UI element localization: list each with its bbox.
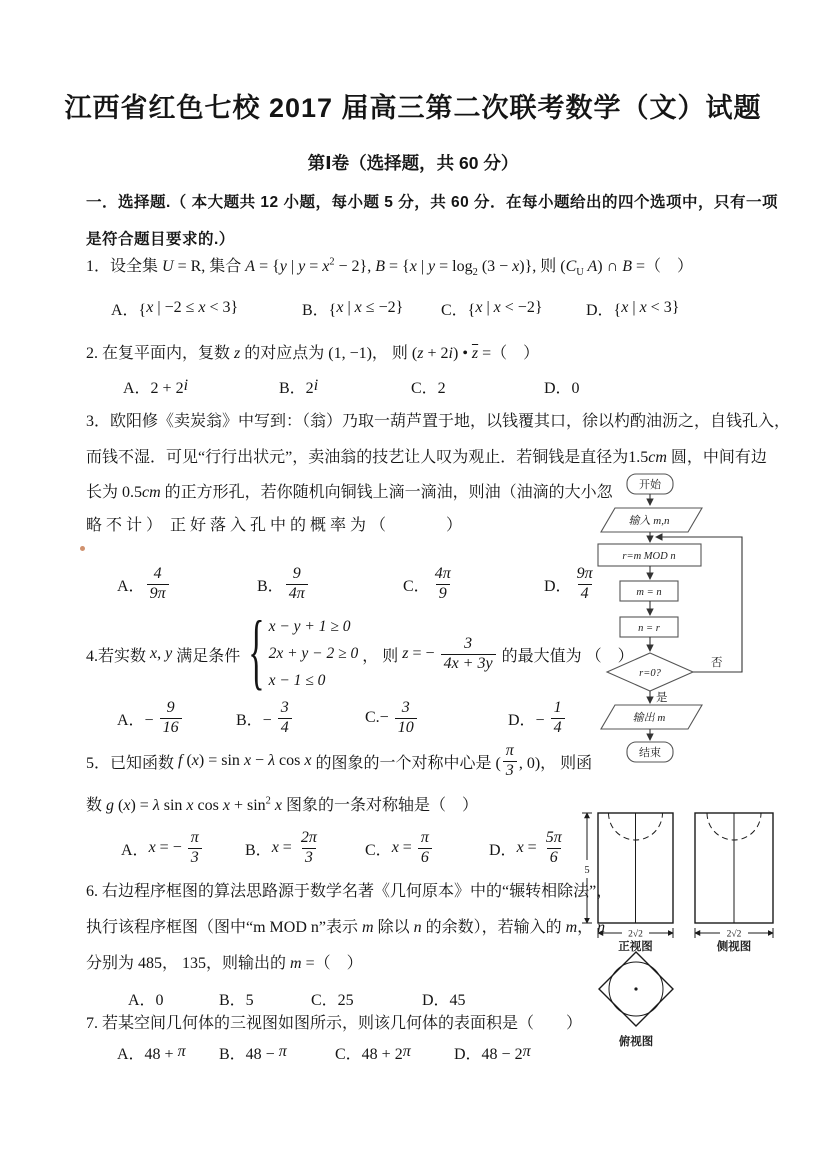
q4-option-a: A．− $\frac{9}{16}$ — [117, 694, 184, 742]
side-view — [695, 813, 773, 953]
q1-option-b: B．{ x | x ≤ −2} — [302, 299, 404, 319]
q5-option-a: A． x = − $\frac{\pi}{3}$ — [121, 824, 204, 872]
flowchart-assign-n-node — [620, 617, 678, 637]
question-1-options — [0, 293, 826, 323]
flowchart-mod-label: r=m MOD n — [622, 551, 676, 562]
q6-option-a: A．0 — [128, 991, 164, 1009]
question-3-line-4: 略 不 计 ） 正 好 落 入 孔 中 的 概 率 为 （ ） — [86, 517, 463, 534]
front-width-dimension: 2√2 — [628, 929, 643, 940]
flowchart-decision-node — [607, 653, 693, 691]
question-5-line-2: 数 g (x) = λ sin x $\cos x + \sin^2 x$ 图象的一条对称轴是（ ） — [86, 795, 478, 814]
q1-option-c: C．{ x | x < −2} — [441, 299, 543, 319]
question-6-line-3: 分别为 485， 135，则输出的 m =（ ） — [86, 955, 363, 972]
flowchart-yes-label: 是 — [656, 692, 668, 704]
flowchart-mod-node — [598, 544, 701, 566]
flowchart-input-node — [601, 508, 702, 532]
instructions-line-1: 一．选择题.（ 本大题共 12 小题，每小题 5 分，共 60 分．在每小题给出的四个选项中，只有一项 — [86, 194, 779, 211]
three-view-diagram — [570, 800, 805, 1050]
q3-option-b: B． $\frac{9}{4\pi}$ — [257, 560, 310, 608]
q7-option-b: B．48 − π — [219, 1043, 287, 1063]
q2-option-a: A．2 + 2 i — [123, 377, 189, 397]
question-1-stem: 1．设全集 U = R, 集合 A = {y | $y = x^2 - 2$}, B = {x | $y = \log_2 (3 - x)$}, 则 ($C_U$ A) ∩ B =（ ） — [86, 256, 693, 279]
q1-option-a: A．{ x | −2 ≤ x < 3} — [111, 299, 239, 319]
q6-option-b: B．5 — [219, 991, 254, 1009]
side-view-label: 侧视图 — [716, 941, 752, 953]
flowchart-start-node — [627, 474, 673, 494]
front-view-label: 正视图 — [618, 941, 653, 953]
flowchart-decision-label: r=0? — [639, 668, 661, 679]
q7-option-a: A．48 + π — [117, 1043, 186, 1063]
q2-option-c: C．2 — [411, 379, 446, 397]
flowchart-input-label: 输入 m,n — [628, 515, 670, 527]
q4-option-d: D．− $\frac{1}{4}$ — [508, 694, 567, 742]
q2-option-d: D．0 — [544, 379, 580, 397]
q7-option-d: D．48 − 2 π — [454, 1043, 531, 1063]
front-view — [582, 813, 673, 953]
question-3-line-3: 长为 0.5cm 的正方形孔，若你随机向铜钱上滴一滴油，则油（油滴的大小忽 — [86, 484, 613, 501]
side-width-dimension: 2√2 — [726, 929, 742, 940]
front-height-dimension: 5 — [584, 865, 590, 876]
top-view-label: 俯视图 — [618, 1036, 654, 1048]
flowchart-assign-m-node — [620, 581, 678, 601]
question-2-options — [0, 374, 826, 398]
q3-option-c: C． $\frac{4\pi}{9}$ — [403, 565, 451, 602]
question-3-line-1: 3．欧阳修《卖炭翁》中写到：（翁）乃取一葫芦置于地，以钱覆其口，徐以杓酌油沥之，自钱孔入， — [86, 413, 791, 430]
question-4-stem: 4.若实数 x , y 满足条件 { x − y + 1 ≥ 0 2x + y − 2 ≥ 0 x − 1 ≤ 0 ， 则 z = − $\frac{3}{4x + 3y}$ 的最大值为 （ ） — [86, 606, 634, 699]
q7-option-c: C．48 + 2 π — [335, 1043, 411, 1063]
q3-option-d: D． $\frac{9\pi}{4}$ — [544, 565, 593, 602]
flowchart-output-node — [601, 705, 702, 729]
flowchart-no-label: 否 — [711, 657, 723, 669]
flowchart-output-label: 输出 m — [632, 712, 666, 724]
flowchart-end-label: 结束 — [639, 747, 661, 759]
page-title: 江西省红色七校 2017 届高三第二次联考数学（文）试题 — [64, 93, 762, 123]
flowchart-end-node — [627, 742, 673, 762]
q4-option-c: C.− $\frac{3}{10}$ — [365, 694, 419, 742]
q5-option-c: C． x = $\frac{\pi}{6}$ — [365, 824, 434, 872]
center-dot — [634, 987, 637, 990]
algorithm-flowchart — [585, 470, 760, 770]
q5-option-b: B． x = $\frac{2\pi}{3}$ — [245, 829, 317, 866]
q2-option-b: B．2 i — [279, 377, 319, 397]
q3-option-a: A． $\frac{4}{9\pi}$ — [117, 560, 171, 608]
instructions-line-2: 是符合题目要求的.） — [86, 231, 235, 248]
q4-option-b: B．− $\frac{3}{4}$ — [236, 694, 294, 742]
question-3-line-2: 而钱不湿．可见“行行出状元”，卖油翁的技艺让人叹为观止．若铜钱是直径为1.5cm 圆，中间有边 — [86, 449, 767, 466]
question-6-line-2: 执行该程序框图（图中“m MOD n”表示 m 除以 n 的余数），若输入的 m， n — [86, 919, 606, 936]
flowchart-start-label: 开始 — [639, 479, 661, 491]
section-heading: 第Ⅰ卷（选择题，共 60 分） — [307, 153, 519, 173]
q1-option-d: D．{ x | x < 3} — [586, 299, 680, 319]
q6-option-d: D．45 — [422, 991, 466, 1009]
flowchart-assign-n-label: n = r — [638, 623, 660, 634]
question-7-stem: 7. 若某空间几何体的三视图如图所示，则该几何体的表面积是（ ） — [86, 1015, 583, 1032]
top-view — [599, 952, 673, 1048]
flowchart-assign-m-label: m = n — [636, 587, 662, 598]
q6-option-c: C．25 — [311, 991, 354, 1009]
question-6-line-1: 6. 右边程序框图的算法思路源于数学名著《几何原本》中的“辗转相除法”， — [86, 883, 613, 900]
q5-option-d: D． x = $\frac{5\pi}{6}$ — [489, 829, 562, 866]
question-2-stem: 2. 在复平面内，复数 z 的对应点为 (1, −1)， 则 (z + 2i) • $\overline{z}$ =（ ） — [86, 345, 540, 362]
question-5-line-1: 5．已知函数 f ( x ) = sin x − λ cos x 的图象的一个对称中心是 ( $\frac{\pi}{3}$ , 0)， 则函 — [86, 742, 593, 779]
stray-mark — [80, 546, 85, 551]
